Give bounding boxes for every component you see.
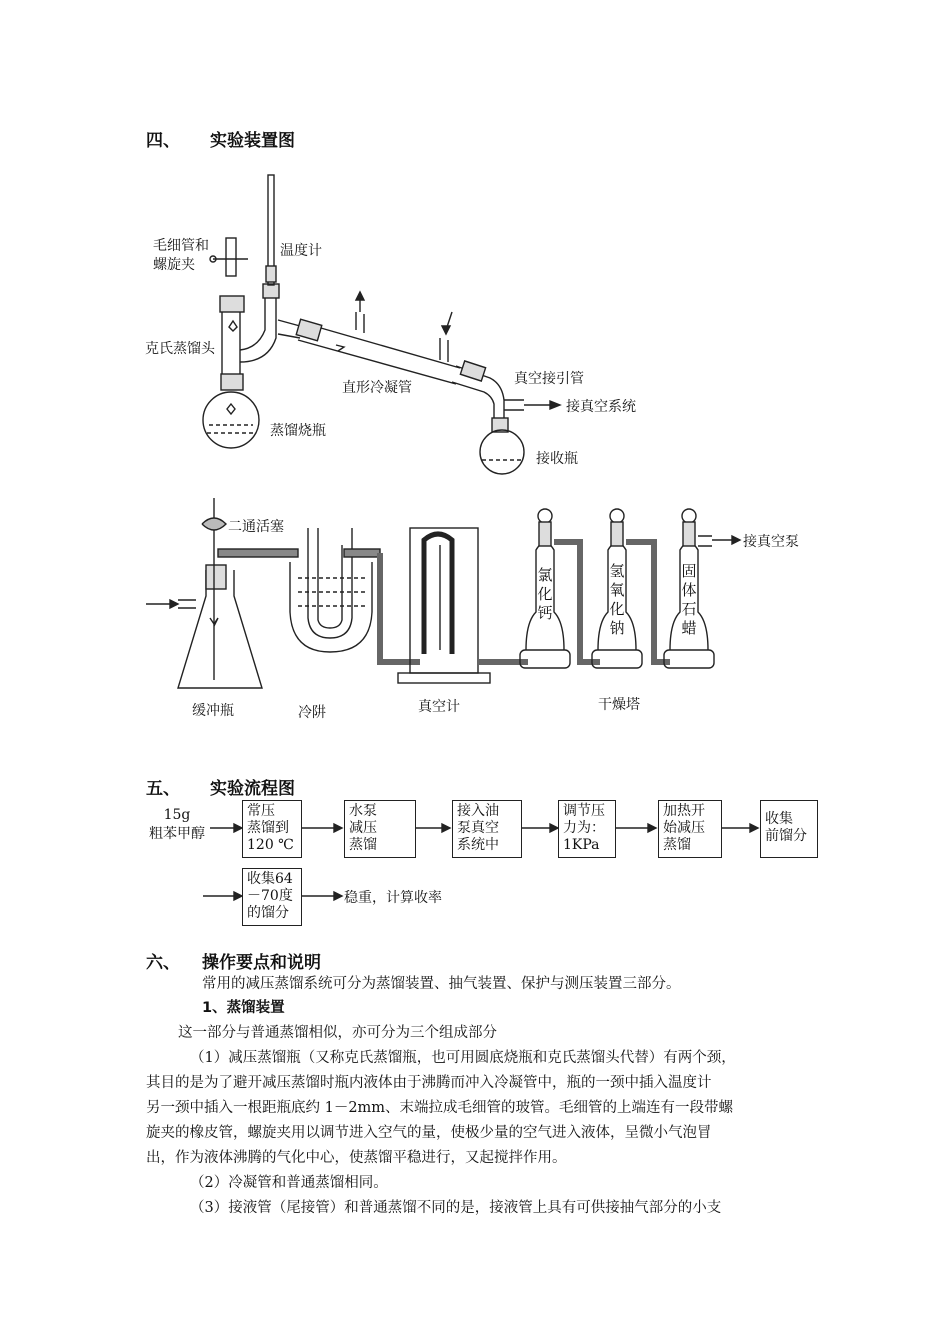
label-cold-trap: 冷阱	[298, 705, 326, 721]
flow-step-4	[558, 800, 616, 858]
cold-trap	[290, 562, 372, 652]
para-overview: 常用的减压蒸馏系统可分为蒸馏装置、抽气装置、保护与测压装置三部分。	[202, 976, 681, 992]
flow-step-3-line1: 接入油	[457, 803, 499, 819]
label-claisen-head: 克氏蒸馏头	[145, 341, 215, 357]
section-6-number: 六、	[146, 953, 180, 973]
buffer-stopper	[206, 565, 226, 589]
boiling-point	[227, 404, 235, 414]
label-vacuum-adapter: 真空接引管	[514, 371, 584, 387]
claisen-head-neck	[222, 296, 240, 378]
para-flask-line1: （1）减压蒸馏瓶（又称克氏蒸馏瓶，也可用圆底烧瓶和克氏蒸馏头代替）有两个颈，	[190, 1050, 736, 1066]
hose-buffer-trap	[218, 549, 298, 557]
label-two-way-stopcock: 二通活塞	[228, 519, 284, 535]
para-flask-line4: 旋夹的橡皮管，螺旋夹用以调节进入空气的量，使极少量的空气进入液体，呈微小气泡冒	[146, 1125, 712, 1141]
section-6-title: 操作要点和说明	[202, 953, 321, 973]
gauge-base	[398, 673, 490, 683]
adapter-side-arm	[504, 400, 524, 410]
label-vacuum-gauge: 真空计	[418, 699, 460, 715]
para-intro: 这一部分与普通蒸馏相似，亦可分为三个组成部分	[178, 1025, 497, 1041]
label-capillary-line1: 毛细管和	[153, 238, 209, 254]
label-drying-tower: 干燥塔	[598, 697, 640, 713]
water-in-arrow	[446, 312, 452, 330]
flow-step-4-line3: 1KPa	[563, 837, 600, 853]
flow-step-7-line3: 的馏分	[247, 905, 289, 921]
label-tower-sodium-hydroxide: 氢氧化钠	[609, 562, 625, 637]
inner-arrow	[336, 345, 344, 351]
receiver-joint	[492, 418, 508, 432]
flow-step-4-line1: 调节压	[563, 803, 605, 819]
to-vacuum-arrowhead	[550, 401, 560, 409]
water-in-arrowhead	[442, 326, 450, 334]
flow-step-3	[452, 800, 522, 858]
label-condenser: 直形冷凝管	[342, 380, 412, 396]
flow-end: 稳重，计算收率	[344, 890, 442, 906]
flow-step-1-line2: 蒸馏到	[247, 820, 289, 836]
label-capillary-line2: 螺旋夹	[153, 257, 195, 273]
subheading-distillation: 1、蒸馏装置	[202, 1000, 285, 1016]
section-5-heading	[146, 774, 295, 799]
capillary-tip	[229, 321, 237, 331]
capillary-tube	[226, 238, 236, 276]
label-thermometer: 温度计	[280, 243, 322, 259]
hose-tower2-tower3	[626, 542, 670, 662]
flow-start-amount: 15g	[163, 807, 191, 823]
flow-step-5-line2: 始减压	[663, 820, 705, 836]
trap-inner-tube	[318, 528, 342, 628]
para-flask-line5: 出，作为液体沸腾的气化中心，使蒸馏平稳进行，又起搅拌作用。	[146, 1150, 567, 1166]
condenser-inlet	[278, 320, 300, 338]
flow-step-2	[344, 800, 416, 858]
section-5-title: 实验流程图	[210, 779, 295, 799]
section-5-number: 五、	[146, 779, 180, 799]
water-out-arrowhead	[356, 292, 364, 300]
receiver-flask	[480, 430, 524, 474]
label-tower-paraffin: 固体石蜡	[681, 562, 697, 637]
label-distillation-flask: 蒸馏烧瓶	[270, 423, 326, 439]
flow-step-5-line3: 蒸馏	[663, 837, 691, 853]
flow-step-5	[658, 800, 722, 858]
label-tower-calcium-chloride: 氯化钙	[537, 566, 553, 622]
straight-condenser	[298, 322, 460, 384]
label-buffer-bottle: 缓冲瓶	[192, 703, 234, 719]
condenser-water-out	[356, 312, 364, 333]
condenser-water-in	[440, 338, 448, 362]
flow-start-material: 粗苯甲醇	[149, 826, 205, 842]
air-in-arrowhead	[170, 600, 178, 608]
buffer-side-arm	[178, 600, 196, 608]
para-flask-line2: 其目的是为了避开减压蒸馏时瓶内液体由于沸腾而冲入冷凝管中，瓶的一颈中插入温度计	[146, 1075, 712, 1091]
flow-step-6-line2: 前馏分	[765, 828, 807, 844]
section-6-heading	[146, 948, 321, 973]
para-adapter: （3）接液管（尾接管）和普通蒸馏不同的是，接液管上具有可供接抽气部分的小支	[190, 1200, 722, 1216]
to-pump-arrowhead	[732, 536, 740, 544]
hose-trap-gauge	[344, 549, 380, 557]
clamp-knob	[210, 256, 216, 262]
flow-step-4-line2: 力为：	[563, 820, 605, 836]
flow-start	[146, 806, 208, 844]
buffer-tube-tip	[210, 618, 218, 626]
flow-step-1-line1: 常压	[247, 803, 275, 819]
thermometer-stopper	[266, 266, 276, 282]
distillation-flask	[203, 392, 259, 448]
vacuum-adapter	[452, 366, 504, 420]
flow-step-7-line1: 收集64	[247, 871, 293, 887]
flow-step-7-line2: －70度	[247, 888, 293, 904]
flow-step-2-line2: 减压	[349, 820, 377, 836]
section-4-heading	[146, 126, 295, 151]
label-to-vacuum-system: 接真空系统	[566, 399, 636, 415]
label-to-vacuum-pump: 接真空泵	[743, 534, 799, 550]
two-way-stopcock	[202, 518, 226, 530]
condenser-joint	[296, 319, 322, 340]
flow-step-1	[242, 800, 302, 858]
flow-step-5-line1: 加热开	[663, 803, 705, 819]
flow-step-2-line1: 水泵	[349, 803, 377, 819]
buffer-bottle	[178, 570, 262, 688]
thermometer	[268, 175, 274, 285]
section-4-title: 实验装置图	[210, 131, 295, 151]
flow-step-7	[242, 868, 302, 926]
gauge-u-tube	[424, 534, 452, 654]
label-receiver: 接收瓶	[536, 451, 578, 467]
para-flask-line3: 另一颈中插入一根距瓶底约 1－2mm、末端拉成毛细管的玻管。毛细管的上端连有一段带螺	[146, 1100, 734, 1116]
adapter-joint	[460, 361, 485, 381]
vacuum-gauge	[410, 528, 478, 673]
joint-top-left	[220, 296, 244, 312]
label-capillary-clamp	[153, 237, 209, 275]
flow-step-1-line3: 120 ℃	[247, 837, 294, 853]
flow-step-3-line3: 系统中	[457, 837, 499, 853]
hose-tower1-tower2	[554, 542, 600, 662]
tower3-outlet	[698, 536, 712, 546]
para-condenser: （2）冷凝管和普通蒸馏相同。	[190, 1175, 388, 1191]
joint-thermometer	[263, 284, 279, 298]
flow-step-6	[760, 800, 818, 858]
hose-to-gauge	[380, 553, 420, 662]
flow-step-2-line3: 蒸馏	[349, 837, 377, 853]
flask-joint	[221, 374, 243, 390]
claisen-side-arm	[240, 290, 276, 362]
flow-step-6-line1: 收集	[765, 811, 793, 827]
trap-inner	[308, 528, 352, 638]
section-4-number: 四、	[146, 131, 180, 151]
flow-step-3-line2: 泵真空	[457, 820, 499, 836]
